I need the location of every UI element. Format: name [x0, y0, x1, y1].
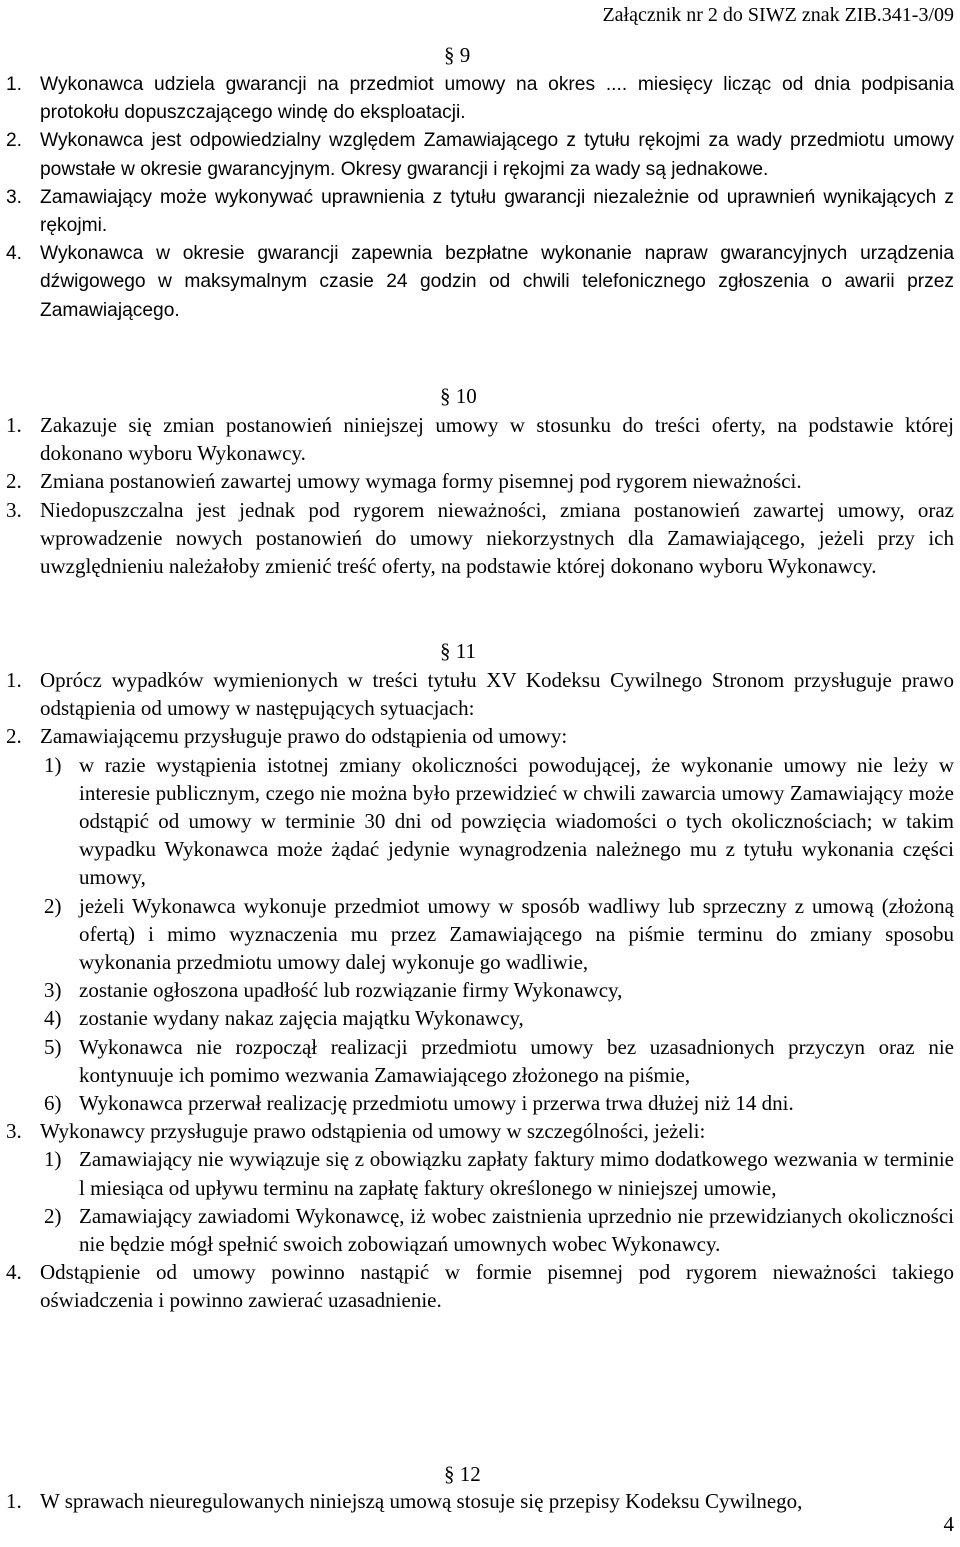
item-text: Zmiana postanowień zawartej umowy wymaga formy pisemnej pod rygorem nieważności. [40, 469, 802, 494]
sub-item-text: Zamawiający nie wywiązuje się z obowiązku zapłaty faktury mimo dodatkowego wezwania w terminie l miesiąca od upływu terminu na zapłatę faktury określonego w niniejszej umowie, [79, 1147, 954, 1200]
item-text: Wykonawca jest odpowiedzialny względem Zamawiającego z tytułu rękojmi za wady przedmiotu umowy powstałe w okresie gwarancyjnym. Okresy gwarancji i rękojmi za wady są jednakowe. [40, 130, 954, 180]
item-number: 3. [6, 186, 23, 208]
sub-item-number: 2) [44, 1203, 62, 1228]
section-10-body [6, 411, 954, 580]
page-number: 4 [943, 1512, 954, 1536]
sub-item-text: zostanie ogłoszona upadłość lub rozwiązanie firmy Wykonawcy, [79, 978, 623, 1003]
sub-item [6, 1089, 954, 1117]
sub-item-text: jeżeli Wykonawca wykonuje przedmiot umowy w sposób wadliwy lub sprzeczny z umową (złożoną ofertą) i mimo wyznaczenia mu przez Zamawiającego na piśmie terminu do zmiany sposobu wykonania przedmiotu umowy dalej wykonuje go wadliwie, [79, 893, 954, 975]
item-text: Wykonawca udziela gwarancji na przedmiot umowy na okres .... miesięcy licząc od dnia podpisania protokołu dopuszczającego windę do eksploatacji. [40, 74, 954, 124]
section-12-body [6, 1487, 954, 1515]
list-item [6, 184, 954, 240]
sub-item-text: Wykonawca przerwał realizację przedmiotu umowy i przerwa trwa dłużej niż 14 dni. [79, 1091, 794, 1116]
sub-item-text: Wykonawca nie rozpoczął realizacji przedmiotu umowy bez uzasadnionych przyczyn oraz nie kontynuuje ich pomimo wezwania Zamawiającego złożonego na piśmie, [79, 1034, 954, 1087]
sub-item [6, 1033, 954, 1089]
sub-item [6, 1202, 954, 1258]
attachment-header: Załącznik nr 2 do SIWZ znak ZIB.341-3/09 [602, 4, 954, 26]
sub-item-number: 1) [44, 1147, 62, 1172]
item-text: Wykonawcy przysługuje prawo odstąpienia od umowy w szczególności, jeżeli: [40, 1119, 706, 1144]
list-item [6, 1487, 954, 1515]
sub-item-number: 2) [44, 893, 62, 918]
sub-item-text: zostanie wydany nakaz zajęcia majątku Wykonawcy, [79, 1006, 524, 1031]
sub-item-number: 5) [44, 1034, 62, 1059]
item-text: Niedopuszczalna jest jednak pod rygorem nieważności, zmiana postanowień zawartej umowy, oraz wprowadzenie nowych postanowień do umowy niekorzystnych dla Zamawiającego, jeżeli przy ich uwzględnieniu należałoby zmienić treść oferty, na podstawie której dokonano wyboru Wykonawcy. [40, 497, 954, 579]
sub-item-text: w razie wystąpienia istotnej zmiany okoliczności powodującej, że wykonanie umowy nie leży w interesie publicznym, czego nie można było przewidzieć w chwili zawarcia umowy Zamawiający może odstąpić od umowy w terminie 30 dni od powzięcia wiadomości o tych okolicznościach; w takim wypadku Wykonawca może żądać jedynie wynagrodzenia należnego mu z tytułu wykonania części umowy, [79, 752, 954, 890]
item-number: 4. [6, 243, 23, 265]
section-heading-9: § 9 [444, 43, 471, 67]
section-heading-11: § 11 [440, 639, 476, 663]
list-item [6, 71, 954, 127]
item-text: Zakazuje się zmian postanowień niniejszej umowy w stosunku do treści oferty, na podstawie której dokonano wyboru Wykonawcy. [40, 413, 954, 466]
sub-item-text: Zamawiający zawiadomi Wykonawcę, iż wobec zaistnienia uprzednio nie przewidzianych okoliczności nie będzie mógł spełnić swoich zobowiązań umownych wobec Wykonawcy. [79, 1203, 954, 1257]
item-number: 1. [6, 1489, 22, 1513]
list-item [6, 1117, 954, 1145]
list-item [6, 1258, 954, 1314]
item-number: 3. [6, 1119, 22, 1144]
list-item [6, 240, 954, 325]
item-text: W sprawach nieuregulowanych niniejszą umową stosuje się przepisy Kodeksu Cywilnego, [40, 1489, 803, 1513]
list-item [6, 127, 954, 183]
section-heading-10: § 10 [440, 384, 477, 408]
section-11-body [6, 666, 954, 1315]
list-item [6, 467, 954, 495]
list-item [6, 722, 954, 750]
item-text: Zamawiający może wykonywać uprawnienia z tytułu gwarancji niezależnie od uprawnień wynikających z rękojmi. [40, 186, 954, 237]
list-item [6, 411, 954, 467]
item-text: Odstąpienie od umowy powinno nastąpić w formie pisemnej pod rygorem nieważności takiego oświadczenia i powinno zawierać uzasadnienie. [40, 1260, 954, 1313]
sub-item [6, 1004, 954, 1032]
sub-item-number: 6) [44, 1091, 62, 1116]
sub-item [6, 1145, 954, 1201]
item-number: 2. [6, 130, 23, 152]
item-text: Wykonawca w okresie gwarancji zapewnia bezpłatne wykonanie napraw gwarancyjnych urządzenia dźwigowego w maksymalnym czasie 24 godzin od chwili telefonicznego zgłoszenia o awarii przez Zamawiającego. [40, 243, 954, 321]
item-text: Zamawiającemu przysługuje prawo do odstąpienia od umowy: [40, 724, 568, 749]
sub-item-number: 4) [44, 1006, 62, 1031]
item-number: 1. [6, 74, 23, 95]
item-number: 2. [6, 469, 22, 494]
item-text: Oprócz wypadków wymienionych w treści tytułu XV Kodeksu Cywilnego Stronom przysługuje prawo odstąpienia od umowy w następujących sytuacjach: [40, 668, 954, 721]
item-number: 1. [6, 668, 22, 692]
item-number: 2. [6, 724, 22, 749]
sub-item [6, 976, 954, 1004]
item-number: 1. [6, 413, 22, 437]
list-item [6, 666, 954, 722]
section-9-body [6, 71, 954, 325]
sub-item-number: 3) [44, 978, 62, 1003]
section-heading-12: § 12 [444, 1462, 481, 1486]
sub-item-number: 1) [44, 752, 62, 777]
sub-item [6, 892, 954, 977]
list-item [6, 496, 954, 581]
item-number: 4. [6, 1260, 22, 1285]
sub-item [6, 751, 954, 892]
item-number: 3. [6, 497, 22, 522]
